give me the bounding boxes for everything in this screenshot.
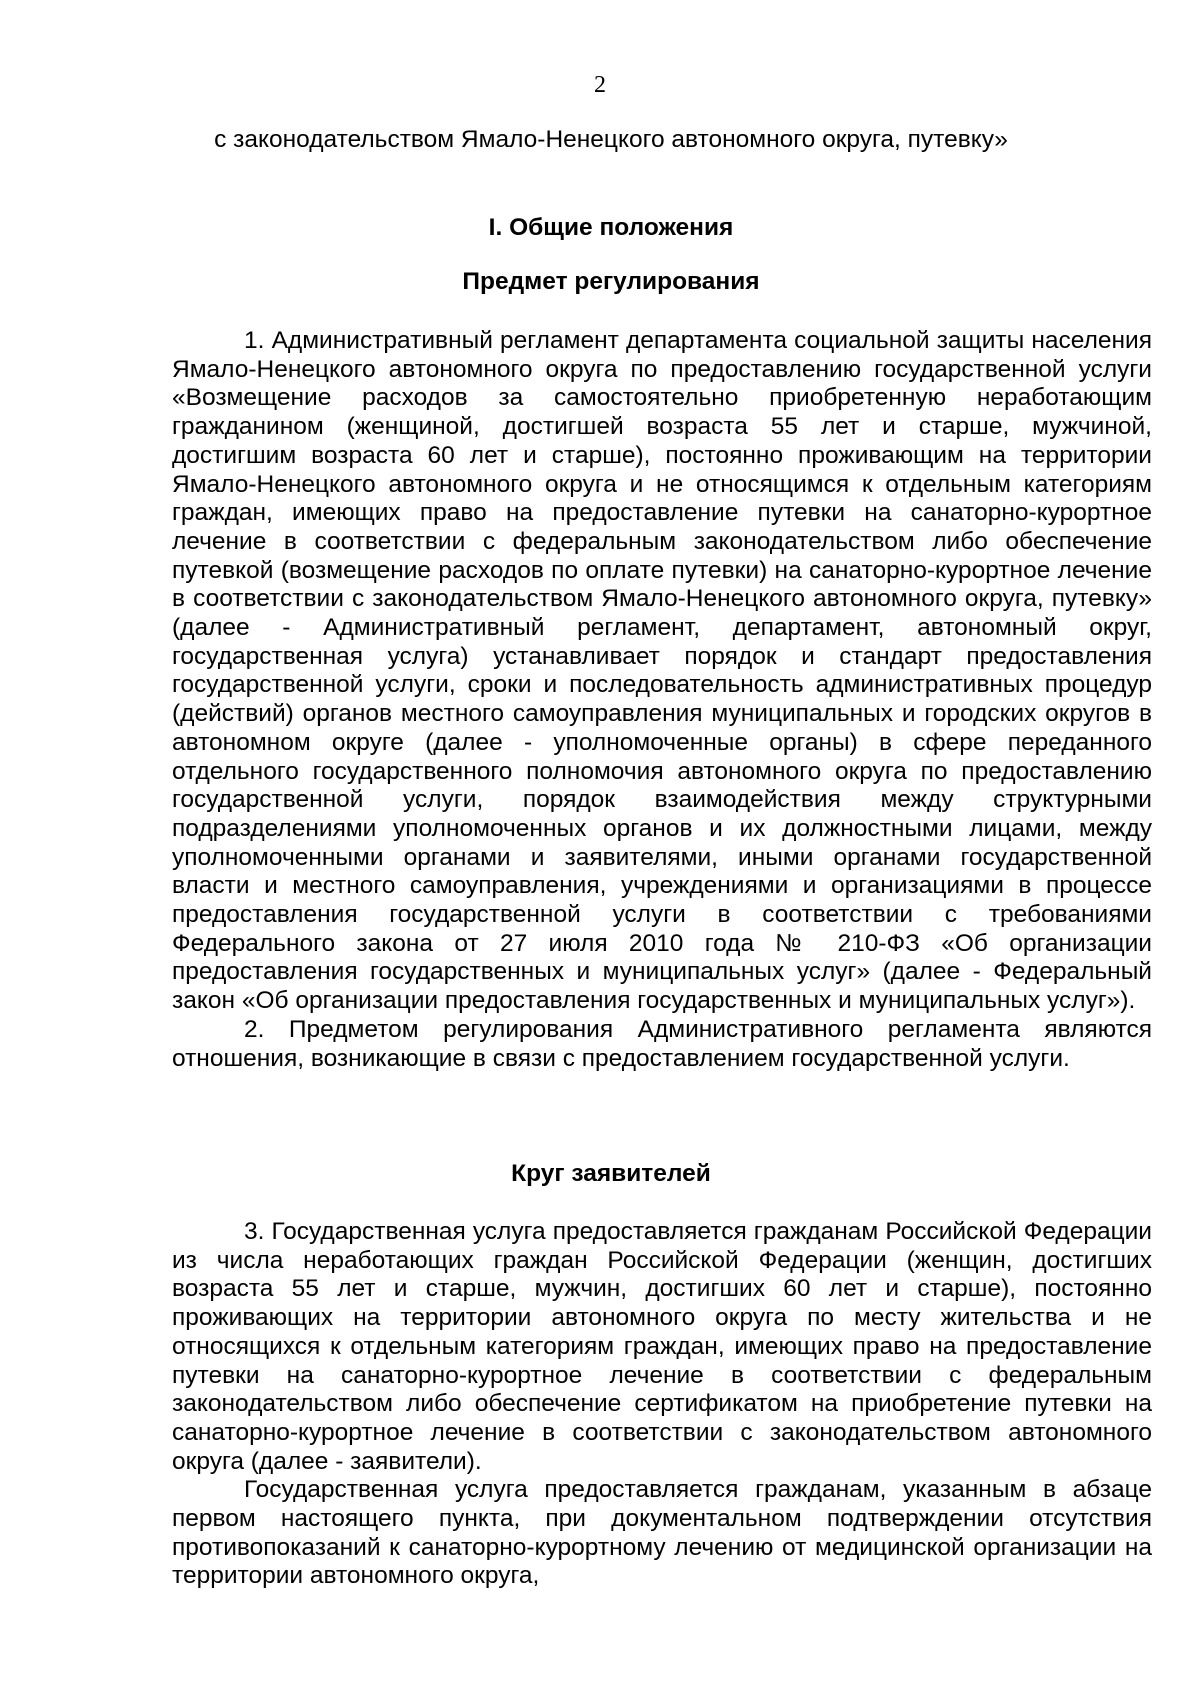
page-number: 2 (594, 72, 606, 98)
paragraph-2: 2. Предметом регулирования Административного регламента являются отношения, возникающие в связи с предоставлением государственной услуги. (172, 1015, 1152, 1072)
paragraph-1: 1. Административный регламент департамента социальной защиты населения Ямало-Ненецкого автономного округа по предоставлению государственной услуги «Возмещение расходов за самостоятельно приобретенную неработающим гражданином (женщиной, достигшей возраста 55 лет и старше, мужчиной, достигшим возраста 60 лет и старше), постоянно проживающим на территории Ямало-Ненецкого автономного округа и не относящимся к отдельным категориям граждан, имеющих право на предоставление путевки на санаторно-курортное лечение в соответствии с федеральным законодательством либо обеспечение путевкой (возмещение расходов по оплате путевки) на санаторно-курортное лечение в соответствии с законодательством Ямало-Ненецкого автономного округа, путевку» (далее - Административный регламент, департамент, автономный округ, государственная услуга) устанавливает порядок и стандарт предоставления государственной услуги, сроки и последовательность административных процедур (действий) органов местного самоуправления муниципальных и городских округов в автономном округе (далее - уполномоченные органы) в сфере переданного отдельного государственного полномочия автономного округа по предоставлению государственной услуги, порядок взаимодействия между структурными подразделениями уполномоченных органов и их должностными лицами, между уполномоченными органами и заявителями, иными органами государственной власти и местного самоуправления, учреждениями и организациями в процессе предоставления государственной услуги в соответствии с требованиями Федерального закона от 27 июля 2010 года № 210-ФЗ «Об организации предоставления государственных и муниципальных услуг» (далее - Федеральный закон «Об организации предоставления государственных и муниципальных услуг»). (172, 327, 1152, 1015)
subject-heading: Предмет регулирования (462, 268, 760, 295)
paragraph-3-continued: Государственная услуга предоставляется гражданам, указанным в абзаце первом настоящего пункта, при документальном подтверждении отсутствия противопоказаний к санаторно-курортному лечению от медицинской организации на территории автономного округа, (172, 1476, 1152, 1590)
section-title: I. Общие положения (488, 214, 734, 241)
applicants-paragraphs (172, 1218, 1152, 1591)
continuation-line: с законодательством Ямало-Ненецкого автономного округа, путевку» (214, 126, 1008, 153)
applicants-heading: Круг заявителей (511, 1160, 711, 1187)
paragraph-3: 3. Государственная услуга предоставляется гражданам Российской Федерации из числа неработающих граждан Российской Федерации (женщин, достигших возраста 55 лет и старше, мужчин, достигших 60 лет и старше), постоянно проживающих на территории автономного округа по месту жительства и не относящихся к отдельным категориям граждан, имеющих право на предоставление путевки на санаторно-курортное лечение в соответствии с федеральным законодательством либо обеспечение сертификатом на приобретение путевки на санаторно-курортное лечение в соответствии с законодательством автономного округа (далее - заявители). (172, 1218, 1152, 1475)
subject-paragraphs (172, 327, 1152, 1073)
